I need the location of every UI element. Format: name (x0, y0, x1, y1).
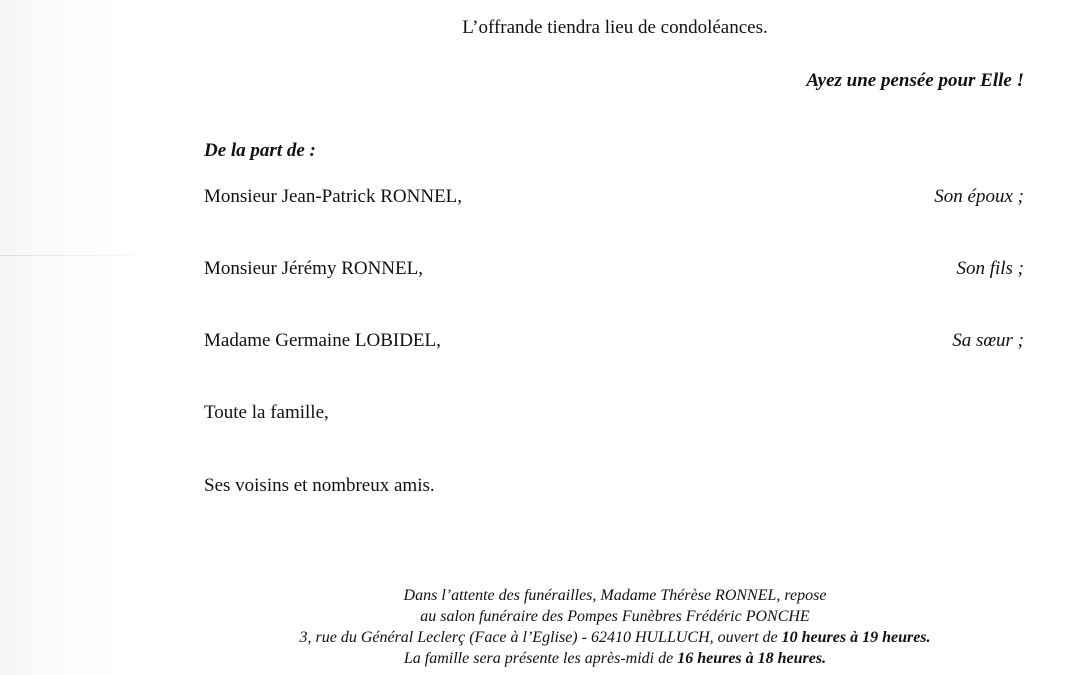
funeral-notice (0, 585, 1080, 669)
notice-address: 3, rue du Général Leclerç (Face à l’Eglise) - 62410 HULLUCH, ouvert de (299, 629, 782, 646)
notice-family-presence: La famille sera présente les après-midi de (403, 650, 678, 667)
from-heading: De la part de : (204, 140, 316, 161)
family-member-name: Ses voisins et nombreux amis. (204, 475, 435, 496)
family-member-relation: Son fils ; (956, 258, 1024, 279)
family-member-name: Toute la famille, (204, 402, 329, 423)
notice-line: au salon funéraire des Pompes Funèbres Frédéric PONCHE (420, 608, 810, 625)
family-member-name: Madame Germaine LOBIDEL, (204, 330, 441, 351)
family-member-name: Monsieur Jérémy RONNEL, (204, 258, 423, 279)
paper-fold-line (0, 255, 140, 256)
family-member-name: Monsieur Jean-Patrick RONNEL, (204, 186, 463, 207)
notice-line (0, 648, 1080, 669)
offrande-text: L’offrande tiendra lieu de condoléances. (462, 17, 768, 38)
opening-hours: 10 heures à 19 heures. (781, 629, 931, 646)
pensee-text: Ayez une pensée pour Elle ! (806, 70, 1024, 91)
notice-line: Dans l’attente des funérailles, Madame Thérèse RONNEL, repose (403, 587, 827, 604)
notice-line (0, 627, 1080, 648)
family-member-relation: Son époux ; (934, 186, 1024, 207)
family-member-relation: Sa sœur ; (952, 330, 1024, 351)
family-hours: 16 heures à 18 heures. (677, 650, 827, 667)
